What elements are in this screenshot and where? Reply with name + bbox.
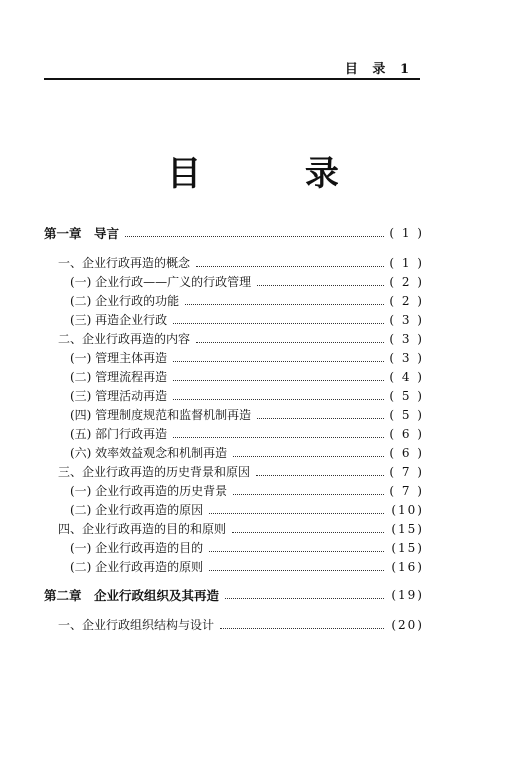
header-rule <box>44 78 420 80</box>
toc-entry-page: ( 5 ) <box>389 408 424 422</box>
toc-entry-page: ( 7 ) <box>389 484 424 498</box>
toc-entry-page: ( 6 ) <box>389 427 424 441</box>
leader-dots <box>173 399 384 400</box>
toc-entry <box>44 586 424 605</box>
toc-entry-title: (二) 管理流程再造 <box>70 370 168 384</box>
leader-dots <box>125 236 384 237</box>
leader-dots <box>196 266 384 267</box>
toc-entry-page: ( 4 ) <box>389 370 424 384</box>
toc-entry-page: ( 3 ) <box>389 313 424 327</box>
page-title: 目 录 <box>167 154 385 194</box>
leader-dots <box>209 570 384 571</box>
toc-entry-page: ( 1 ) <box>389 256 424 270</box>
leader-dots <box>173 437 384 438</box>
toc-entry <box>44 311 424 330</box>
toc-entry <box>44 616 424 635</box>
leader-dots <box>173 323 384 324</box>
toc-entry-page: ( 5 ) <box>389 389 424 403</box>
toc-entry-page: ( 6 ) <box>389 446 424 460</box>
leader-dots <box>233 494 384 495</box>
toc-entry-page: ( 7 ) <box>389 465 424 479</box>
toc-entry <box>44 254 424 273</box>
toc-entry <box>44 463 424 482</box>
toc-entry-page: (20) <box>391 618 424 632</box>
toc-entry <box>44 368 424 387</box>
leader-dots <box>220 628 384 629</box>
toc-entry <box>44 330 424 349</box>
leader-dots <box>233 456 384 457</box>
toc-entry-title: (二) 企业行政再造的原因 <box>70 503 204 517</box>
toc-entry-title: 第二章 企业行政组织及其再造 <box>44 588 220 603</box>
leader-dots <box>196 342 384 343</box>
leader-dots <box>173 361 384 362</box>
toc-entry-title: (三) 管理活动再造 <box>70 389 168 403</box>
toc-entry-page: (10) <box>391 503 424 517</box>
toc-entry-title: 二、企业行政再造的内容 <box>58 332 191 346</box>
toc-entry-title: (二) 企业行政再造的原则 <box>70 560 204 574</box>
toc-entry-page: (15) <box>391 541 424 555</box>
toc-entry-title: 三、企业行政再造的历史背景和原因 <box>58 465 251 479</box>
toc-entry <box>44 425 424 444</box>
toc-entry-page: (16) <box>391 560 424 574</box>
toc-entry-page: (15) <box>391 522 424 536</box>
toc-entry-title: (一) 管理主体再造 <box>70 351 168 365</box>
toc-entry-title: 一、企业行政组织结构与设计 <box>58 618 215 632</box>
toc-entry <box>44 558 424 577</box>
toc-entry <box>44 539 424 558</box>
toc-entry <box>44 444 424 463</box>
toc-entry-page: ( 3 ) <box>389 332 424 346</box>
toc-entry-title: (四) 管理制度规范和监督机制再造 <box>70 408 252 422</box>
toc-entry-page: ( 3 ) <box>389 351 424 365</box>
running-header: 目 录 1 <box>344 62 414 77</box>
toc-entry <box>44 224 424 243</box>
leader-dots <box>185 304 384 305</box>
leader-dots <box>257 418 384 419</box>
toc-entry-title: (一) 企业行政再造的历史背景 <box>70 484 228 498</box>
toc-entry-page: ( 2 ) <box>389 294 424 308</box>
toc-entry-title: (二) 企业行政的功能 <box>70 294 180 308</box>
toc-entry <box>44 292 424 311</box>
leader-dots <box>173 380 384 381</box>
leader-dots <box>209 551 384 552</box>
toc-entry-title: (一) 企业行政再造的目的 <box>70 541 204 555</box>
toc-entry-title: (六) 效率效益观念和机制再造 <box>70 446 228 460</box>
toc-entry-title: 第一章 导言 <box>44 226 120 241</box>
toc-entry <box>44 520 424 539</box>
toc-entry <box>44 273 424 292</box>
toc-entry-page: ( 2 ) <box>389 275 424 289</box>
toc-entry <box>44 349 424 368</box>
toc-entry <box>44 482 424 501</box>
toc-entry <box>44 406 424 425</box>
toc-entry-page: ( 1 ) <box>389 226 424 240</box>
leader-dots <box>232 532 384 533</box>
toc-entry <box>44 501 424 520</box>
toc-entry-title: 四、企业行政再造的目的和原则 <box>58 522 227 536</box>
leader-dots <box>256 475 384 476</box>
toc-entry-title: (三) 再造企业行政 <box>70 313 168 327</box>
leader-dots <box>209 513 384 514</box>
toc-entry <box>44 387 424 406</box>
leader-dots <box>257 285 384 286</box>
leader-dots <box>225 598 384 599</box>
toc-entry-title: 一、企业行政再造的概念 <box>58 256 191 270</box>
toc-entry-title: (一) 企业行政——广义的行政管理 <box>70 275 252 289</box>
toc-entry-title: (五) 部门行政再造 <box>70 427 168 441</box>
toc-entry-page: (19) <box>391 588 424 602</box>
